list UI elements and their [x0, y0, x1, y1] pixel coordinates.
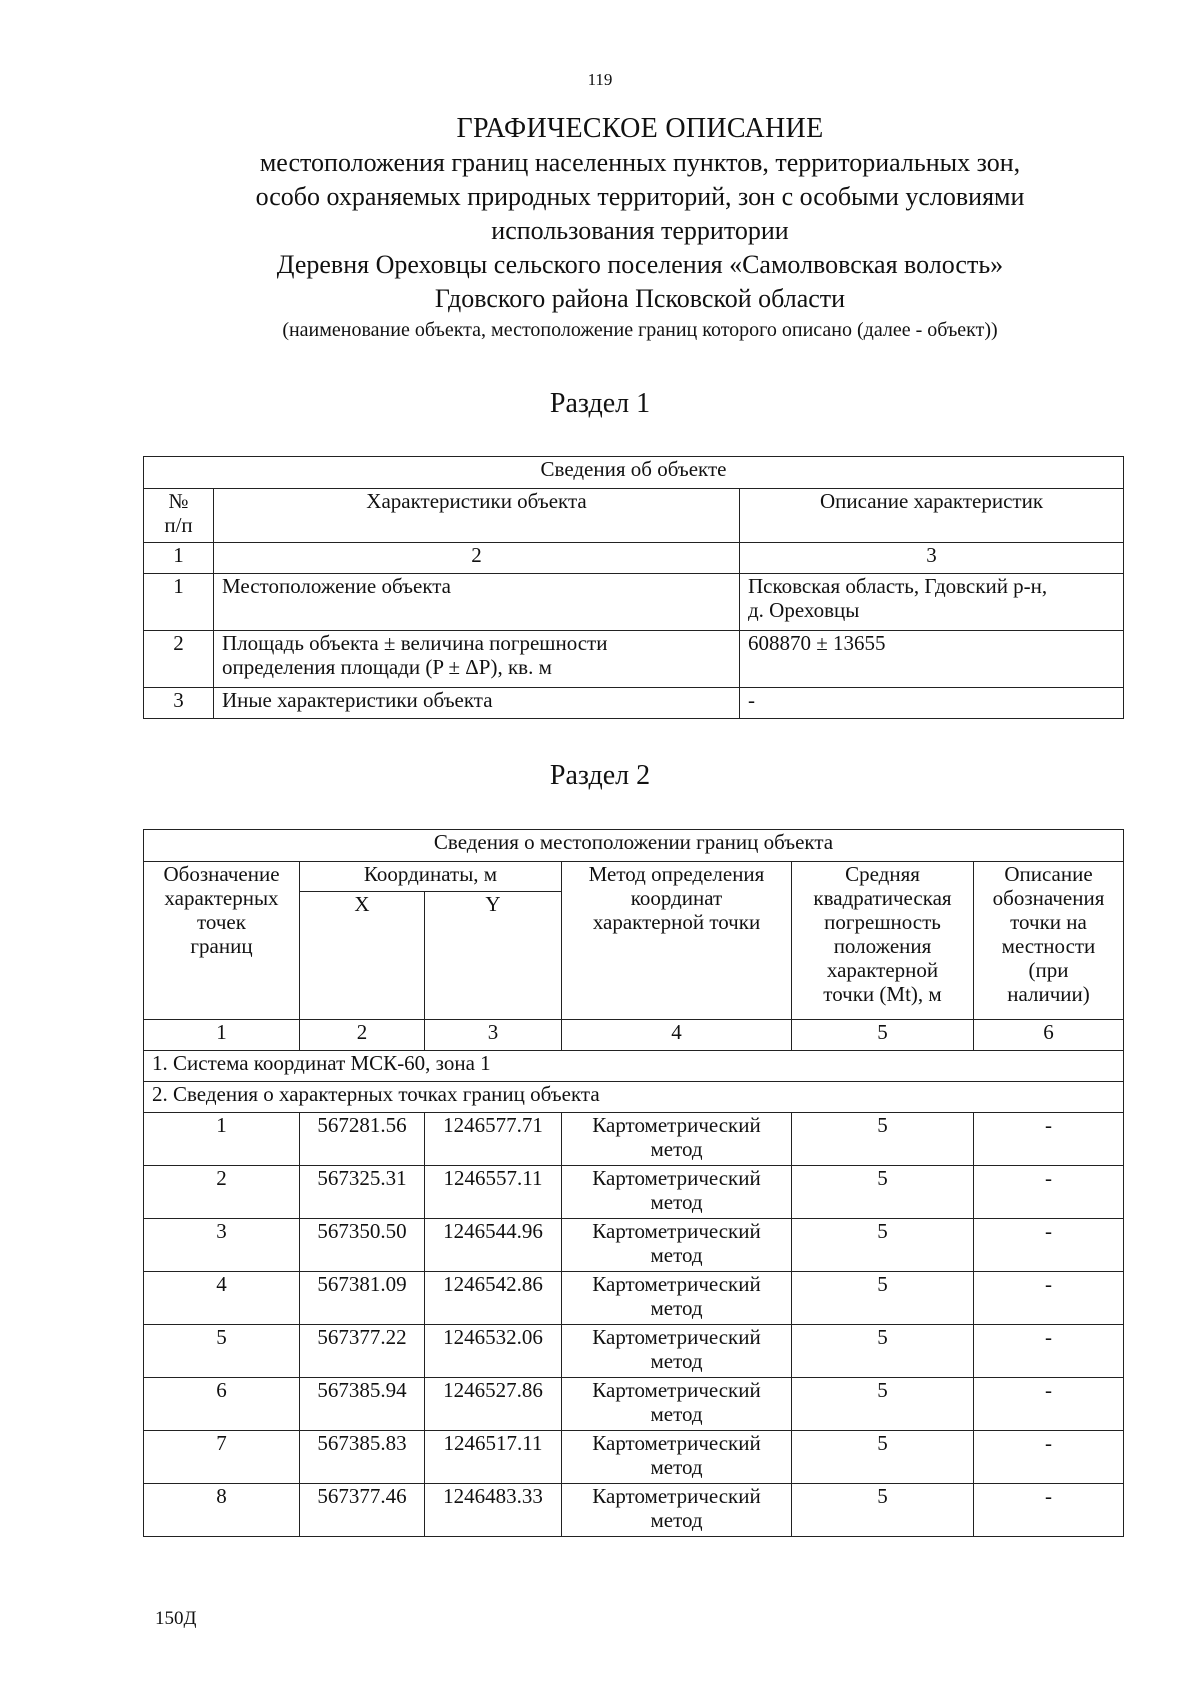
title-line: особо охраняемых природных территорий, зон с особыми условиями [255, 182, 1025, 211]
mean-error: 5 [792, 1484, 974, 1537]
header-cell-point: Обозначение характерных точек границ [144, 862, 300, 1020]
point-description: - [974, 1272, 1124, 1325]
column-number: 3 [740, 543, 1124, 574]
column-number: 3 [425, 1020, 562, 1051]
point-number: 2 [144, 1166, 300, 1219]
method: Картометрический метод [562, 1113, 792, 1166]
header-cell-characteristics: Характеристики объекта [214, 489, 740, 543]
table-row [144, 1166, 1124, 1219]
table-row [144, 1219, 1124, 1272]
mean-error: 5 [792, 1325, 974, 1378]
point-description: - [974, 1325, 1124, 1378]
point-number: 6 [144, 1378, 300, 1431]
row-number: 1 [144, 574, 214, 631]
row-characteristic: Площадь объекта ± величина погрешности определения площади (P ± ΔP), кв. м [214, 631, 740, 688]
coordinate-y: 1246532.06 [425, 1325, 562, 1378]
method: Картометрический метод [562, 1484, 792, 1537]
column-number: 6 [974, 1020, 1124, 1051]
row-description: Псковская область, Гдовский р-н, д. Ореховцы [740, 574, 1124, 631]
object-info-table [143, 456, 1124, 719]
coordinate-x: 567385.94 [300, 1378, 425, 1431]
column-number: 2 [300, 1020, 425, 1051]
table-row [144, 574, 1124, 631]
method: Картометрический метод [562, 1378, 792, 1431]
coordinate-x: 567325.31 [300, 1166, 425, 1219]
point-description: - [974, 1484, 1124, 1537]
points-body [144, 1113, 1124, 1537]
point-description: - [974, 1166, 1124, 1219]
method: Картометрический метод [562, 1166, 792, 1219]
coordinate-y: 1246544.96 [425, 1219, 562, 1272]
table-row [144, 1113, 1124, 1166]
header-cell-description: Описание обозначения точки на местности (при наличии) [974, 862, 1124, 1020]
coordinate-x: 567350.50 [300, 1219, 425, 1272]
mean-error: 5 [792, 1431, 974, 1484]
header-cell-y: Y [425, 892, 562, 1020]
mean-error: 5 [792, 1166, 974, 1219]
point-number: 5 [144, 1325, 300, 1378]
method: Картометрический метод [562, 1325, 792, 1378]
table-row [144, 631, 1124, 688]
column-number: 1 [144, 543, 214, 574]
mean-error: 5 [792, 1219, 974, 1272]
column-number: 2 [214, 543, 740, 574]
table-row [144, 1325, 1124, 1378]
coordinate-system-row: 1. Система координат МСК-60, зона 1 [144, 1051, 1124, 1082]
coordinate-y: 1246557.11 [425, 1166, 562, 1219]
coordinate-x: 567381.09 [300, 1272, 425, 1325]
table-row [144, 688, 1124, 719]
page-number: 119 [587, 70, 613, 89]
document-title-block [150, 112, 1130, 344]
column-number: 4 [562, 1020, 792, 1051]
header-cell-description: Описание характеристик [740, 489, 1124, 543]
method: Картометрический метод [562, 1431, 792, 1484]
coordinate-x: 567377.46 [300, 1484, 425, 1537]
coordinate-y: 1246483.33 [425, 1484, 562, 1537]
row-characteristic: Местоположение объекта [214, 574, 740, 631]
row-number: 2 [144, 631, 214, 688]
coordinate-y: 1246517.11 [425, 1431, 562, 1484]
title-line: местоположения границ населенных пунктов, территориальных зон, [259, 148, 1021, 177]
header-cell-x: X [300, 892, 425, 1020]
mean-error: 5 [792, 1113, 974, 1166]
title-line: Деревня Ореховцы сельского поселения «Самолвовская волость» [276, 250, 1004, 279]
coordinate-x: 567377.22 [300, 1325, 425, 1378]
point-description: - [974, 1378, 1124, 1431]
table-row [144, 1272, 1124, 1325]
row-characteristic: Иные характеристики объекта [214, 688, 740, 719]
table-row [144, 1484, 1124, 1537]
row-description: - [740, 688, 1124, 719]
table-caption: Сведения о местоположении границ объекта [144, 830, 1124, 862]
header-cell-number: № п/п [144, 489, 214, 543]
header-cell-error: Средняя квадратическая погрешность положения характерной точки (Mt), м [792, 862, 974, 1020]
header-cell-method: Метод определения координат характерной точки [562, 862, 792, 1020]
header-cell-coordinates: Координаты, м [300, 862, 562, 892]
mean-error: 5 [792, 1272, 974, 1325]
row-description: 608870 ± 13655 [740, 631, 1124, 688]
column-number: 5 [792, 1020, 974, 1051]
table-row [144, 1431, 1124, 1484]
coordinate-y: 1246527.86 [425, 1378, 562, 1431]
table-caption: Сведения об объекте [144, 457, 1124, 489]
section1-title: Раздел 1 [549, 388, 651, 419]
method: Картометрический метод [562, 1272, 792, 1325]
mean-error: 5 [792, 1378, 974, 1431]
table-row [144, 1378, 1124, 1431]
boundary-points-table [143, 829, 1124, 1537]
point-number: 4 [144, 1272, 300, 1325]
row-number: 3 [144, 688, 214, 719]
point-number: 7 [144, 1431, 300, 1484]
coordinate-x: 567385.83 [300, 1431, 425, 1484]
method: Картометрический метод [562, 1219, 792, 1272]
point-number: 8 [144, 1484, 300, 1537]
points-section-row: 2. Сведения о характерных точках границ объекта [144, 1082, 1124, 1113]
document-heading: ГРАФИЧЕСКОЕ ОПИСАНИЕ [456, 113, 824, 144]
point-number: 1 [144, 1113, 300, 1166]
section2-title: Раздел 2 [549, 760, 651, 791]
title-note: (наименование объекта, местоположение границ которого описано (далее - объект)) [282, 319, 998, 341]
point-description: - [974, 1113, 1124, 1166]
footer-code: 150Д [155, 1608, 197, 1629]
point-description: - [974, 1431, 1124, 1484]
title-line: Гдовского района Псковской области [434, 284, 846, 313]
coordinate-y: 1246542.86 [425, 1272, 562, 1325]
point-description: - [974, 1219, 1124, 1272]
column-number: 1 [144, 1020, 300, 1051]
coordinate-y: 1246577.71 [425, 1113, 562, 1166]
point-number: 3 [144, 1219, 300, 1272]
coordinate-x: 567281.56 [300, 1113, 425, 1166]
title-line: использования территории [491, 216, 789, 245]
